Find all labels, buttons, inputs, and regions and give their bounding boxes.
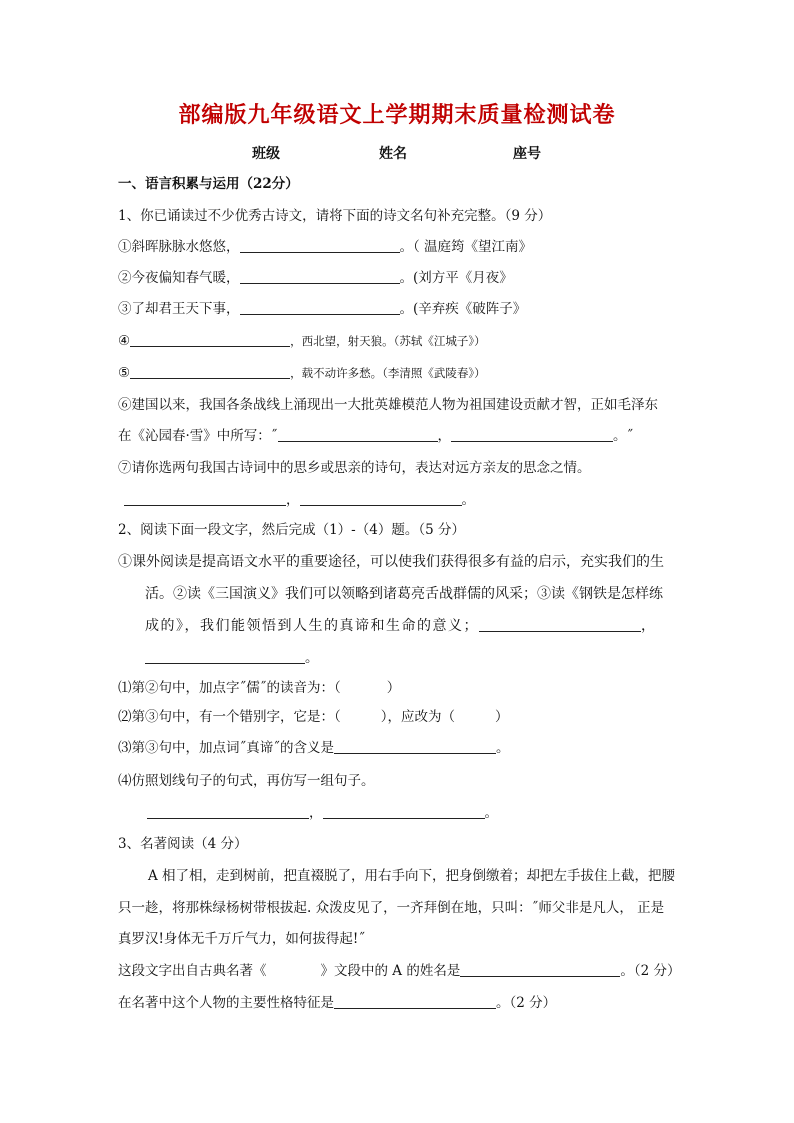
item-text: 。 — [461, 492, 475, 508]
answer-blank[interactable] — [145, 649, 305, 664]
q2-sub-2 — [118, 707, 509, 727]
q1-item-4 — [118, 331, 486, 351]
item-text: 。˝ — [613, 428, 634, 444]
item-text: 在《沁园春·雪》中所写：˝ — [118, 428, 278, 444]
item-text: 》文段中的 A 的姓名是 — [320, 963, 461, 979]
item-text: ⑴第②句中，加点字˝儒˝的读音为：（ — [118, 680, 341, 696]
q1-item-2 — [118, 268, 513, 288]
name-label: 姓名 — [379, 146, 407, 162]
item-text: ④ — [118, 333, 131, 349]
answer-blank[interactable] — [300, 491, 462, 506]
answer-blank[interactable] — [124, 491, 286, 506]
q1-prompt: 1、你已诵读过不少优秀古诗文，请将下面的诗文名句补充完整。（9 分） — [118, 208, 552, 224]
item-text: 。（ 温庭筠《望江南》 — [399, 239, 533, 255]
q2-para-line2: 活。②读《三国演义》我们可以领略到诸葛亮舌战群儒的风采；③读《钢铁是怎样练 — [145, 586, 663, 602]
item-text: ） — [495, 709, 509, 725]
q3-para-line3: 真罗汉!身体无千万斤气力，如何拔得起!˝ — [118, 931, 366, 947]
q2-sub-4: ⑷仿照划线句子的句式，再仿写一组句子。 — [118, 773, 375, 789]
answer-blank[interactable] — [130, 332, 290, 347]
q1-item-6-line2 — [118, 426, 633, 446]
answer-blank[interactable] — [460, 962, 620, 977]
item-text: 。（2 分） — [496, 995, 557, 1011]
q3-prompt: 3、名著阅读（4 分） — [118, 836, 248, 852]
item-text: ， — [437, 428, 452, 444]
seat-label: 座号 — [513, 146, 541, 162]
item-text: 。 — [305, 650, 319, 666]
item-text: 。（2 分） — [620, 963, 681, 979]
answer-blank[interactable] — [240, 269, 400, 284]
item-text: 成的》，我们能领悟到人生的真谛和生命的意义； — [145, 618, 479, 634]
q1-item-7-answer — [124, 490, 475, 510]
q2-prompt: 2、阅读下面一段文字，然后完成（1）-（4）题。（5 分） — [118, 522, 465, 538]
answer-blank[interactable] — [479, 617, 641, 632]
q1-item-5 — [118, 363, 486, 383]
q1-item-3 — [118, 299, 526, 319]
q1-item-6-line1: ⑥建国以来，我国各条战线上涌现出一大批英雄模范人物为祖国建设贡献才智，正如毛泽东 — [118, 397, 658, 413]
q2-sub-3 — [118, 738, 510, 758]
item-text: 这段文字出自古典名著《 — [118, 963, 267, 979]
item-text: ），应改为（ — [380, 709, 455, 725]
answer-blank[interactable] — [240, 238, 400, 253]
q2-sub-1 — [118, 678, 400, 698]
q3-question-1 — [118, 961, 680, 981]
item-text: ， — [309, 805, 323, 821]
answer-blank[interactable] — [334, 994, 496, 1009]
item-text: 。(刘方平《月夜》 — [399, 270, 513, 286]
item-text: 在名著中这个人物的主要性格特征是 — [118, 995, 334, 1011]
item-text: ⑤ — [118, 365, 131, 381]
answer-blank[interactable] — [323, 804, 485, 819]
q3-para-line1: A 相了相，走到树前，把直裰脱了，用右手向下，把身倒缴着；却把左手拔住上截，把腰 — [148, 868, 676, 884]
item-text: ，载不动许多愁。（李清照《武陵春》） — [290, 366, 486, 380]
answer-blank[interactable] — [278, 427, 438, 442]
item-text: ①斜晖脉脉水悠悠， — [118, 239, 240, 255]
item-text: ⑶第③句中，加点词˝真谛˝的含义是 — [118, 740, 334, 756]
q1-item-7: ⑦请你选两句我国古诗词中的思乡或思亲的诗句，表达对远方亲友的思念之情。 — [118, 460, 591, 476]
item-text: 。 — [484, 805, 498, 821]
answer-blank[interactable] — [130, 364, 290, 379]
item-text: ②今夜偏知春气暖， — [118, 270, 240, 286]
answer-blank[interactable] — [334, 739, 496, 754]
q2-para-line3 — [145, 616, 657, 636]
item-text: ⑵第③句中，有一个错别字，它是：（ — [118, 709, 341, 725]
q2-para-line1: ①课外阅读是提高语文水平的重要途径，可以使我们获得很多有益的启示，充实我们的生 — [118, 554, 664, 570]
answer-blank[interactable] — [451, 427, 613, 442]
class-label: 班级 — [252, 146, 280, 162]
item-text: 。(辛弃疾《破阵子》 — [399, 301, 527, 317]
item-text: ， — [641, 618, 657, 634]
item-text: ， — [286, 492, 300, 508]
answer-blank[interactable] — [147, 804, 309, 819]
q2-para-line4 — [145, 648, 319, 668]
item-text: ，西北望，射天狼。（苏轼《江城子》） — [290, 334, 486, 348]
answer-blank[interactable] — [240, 300, 400, 315]
q2-sub-4-answer — [147, 803, 498, 823]
item-text: ③了却君王天下事， — [118, 301, 240, 317]
exam-title: 部编版九年级语文上学期期末质量检测试卷 — [178, 102, 616, 128]
q1-item-1 — [118, 237, 532, 257]
q3-question-2 — [118, 993, 556, 1013]
q3-para-line2: 只一趁，将那株绿杨树带根拔起. 众泼皮见了，一齐拜倒在地，只叫：˝师父非是凡人， 正是 — [118, 900, 665, 916]
item-text: 。 — [496, 740, 510, 756]
section-heading: 一、语言积累与运用（22分） — [118, 176, 299, 192]
item-text: ） — [386, 680, 401, 696]
